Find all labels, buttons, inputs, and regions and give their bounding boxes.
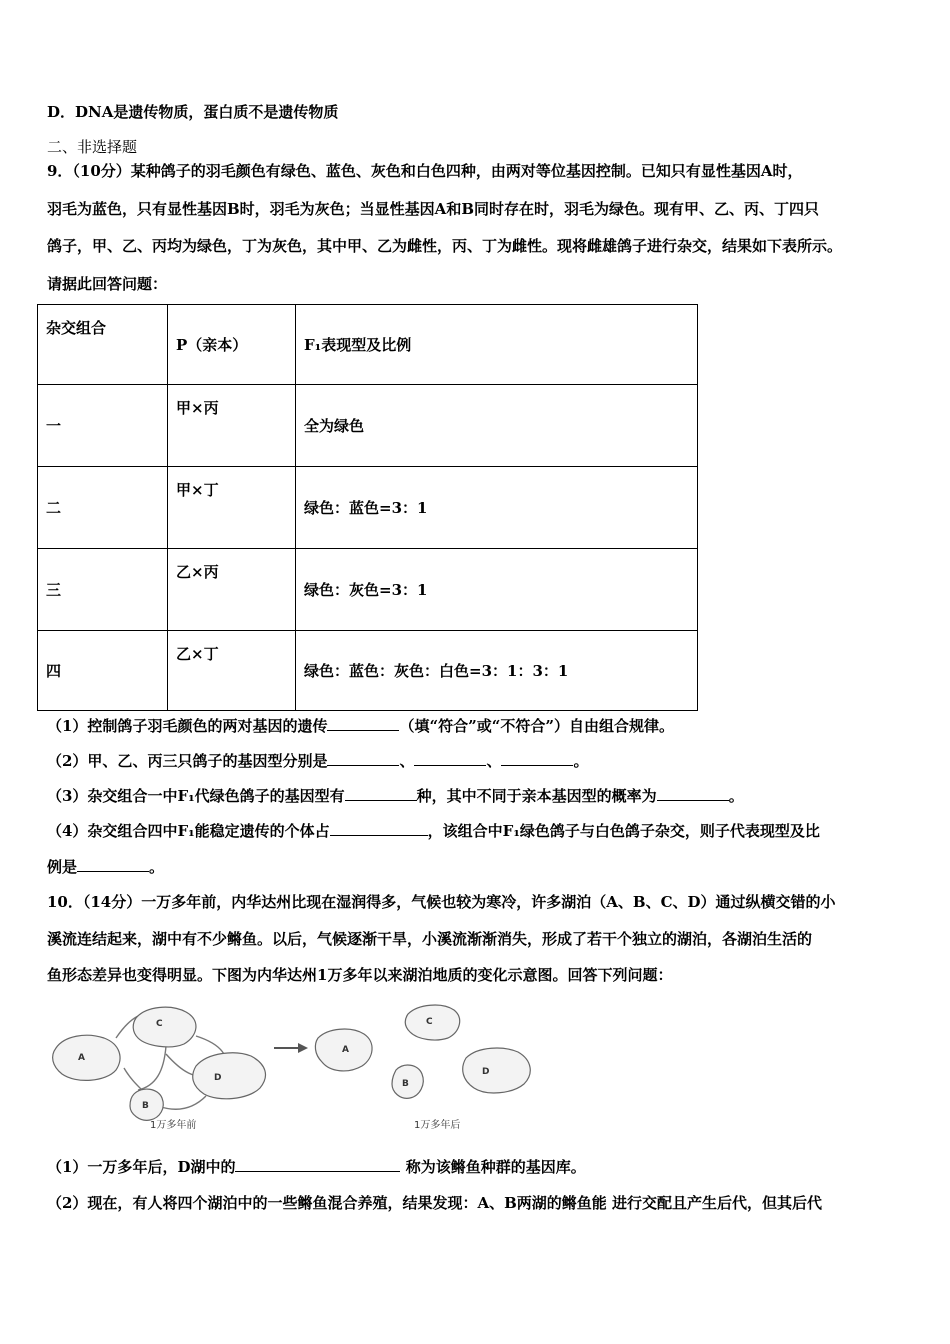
- answer-blank[interactable]: [501, 751, 573, 766]
- label-c: C: [156, 1019, 163, 1029]
- q10-sub1-text-end: 称为该鳉鱼种群的基因库。: [405, 1158, 586, 1176]
- period: 。: [149, 858, 165, 876]
- q9-line-2: 羽毛为蓝色，只有显性基因B时，羽毛为灰色；当显性基因A和B同时存在时，羽毛为绿色。现有甲、乙、丙、丁四只: [47, 200, 819, 218]
- q9-sub4-text-cont: 例是: [47, 858, 78, 876]
- cell-group: 一: [38, 385, 168, 467]
- answer-blank[interactable]: [327, 751, 399, 766]
- answer-blank[interactable]: [77, 857, 149, 872]
- table-header-row: [38, 305, 698, 385]
- label-a-after: A: [342, 1045, 349, 1055]
- lake-a: [53, 1035, 120, 1080]
- lake-c: [133, 1007, 196, 1047]
- cell-group: 四: [38, 631, 168, 711]
- cell-parents: 乙×丙: [168, 549, 296, 631]
- q9-sub3-text-mid: 种，其中不同于亲本基因型的概率为: [416, 787, 657, 805]
- section-title: 二、非选择题: [47, 138, 138, 156]
- label-b: B: [142, 1101, 149, 1111]
- label-c-after: C: [426, 1017, 433, 1027]
- q10-sub1-text: （1）一万多年后，D湖中的: [47, 1158, 236, 1176]
- caption-after: 1万多年后: [414, 1120, 461, 1131]
- q9-sub1-text-end: （填“符合”或“不符合”）自由组合规律。: [399, 717, 674, 735]
- cell-group: 三: [38, 549, 168, 631]
- cell-result: 绿色：蓝色：灰色：白色=3：1：3：1: [296, 631, 698, 711]
- q9-line-4: 请据此回答问题：: [47, 275, 168, 293]
- q9-sub4-text: （4）杂交组合四中F₁能稳定遗传的个体占: [47, 822, 330, 840]
- cell-result: 绿色：灰色=3：1: [296, 549, 698, 631]
- cell-parents: 乙×丁: [168, 631, 296, 711]
- q10-sub-1: [47, 1157, 586, 1177]
- q8-option-d: D．DNA是遗传物质，蛋白质不是遗传物质: [47, 103, 339, 121]
- q10-line-2: 溪流连结起来，湖中有不少鳉鱼。以后，气候逐渐干旱，小溪流渐渐消失，形成了若干个独立的湖泊，各湖泊生活的: [47, 930, 813, 948]
- label-a: A: [78, 1053, 85, 1063]
- header-parents: P（亲本）: [168, 305, 296, 385]
- cross-results-table: [37, 304, 698, 711]
- map-before: [53, 1007, 266, 1131]
- lake-d-after: [463, 1048, 531, 1093]
- q9-sub-3: [47, 786, 744, 806]
- stream: [158, 1096, 206, 1109]
- q9-line-1: 9．（10分）某种鸽子的羽毛颜色有绿色、蓝色、灰色和白色四种，由两对等位基因控制。已知只有显性基因A时，: [47, 162, 803, 180]
- table-row: [38, 549, 698, 631]
- lake-change-figure: [46, 996, 546, 1138]
- label-b-after: B: [402, 1079, 409, 1089]
- q9-sub-4: [47, 821, 820, 841]
- table-row: [38, 467, 698, 549]
- q9-sub-4-cont: [47, 857, 164, 877]
- q9-line-3: 鸽子，甲、乙、丙均为绿色，丁为灰色，其中甲、乙为雌性，丙、丁为雌性。现将雌雄鸽子进行杂交，结果如下表所示。: [47, 237, 843, 255]
- q10-sub-2: （2）现在，有人将四个湖泊中的一些鳉鱼混合养殖，结果发现：A、B两湖的鳉鱼能 进行交配且产生后代，但其后代: [47, 1194, 822, 1212]
- q9-sub2-text: （2）甲、乙、丙三只鸽子的基因型分别是: [47, 752, 328, 770]
- answer-blank[interactable]: [235, 1157, 400, 1172]
- cell-parents: 甲×丙: [168, 385, 296, 467]
- q10-line-1: 10．（14分）一万多年前，内华达州比现在湿润得多，气候也较为寒冷，许多湖泊（A、B、C、D）通过纵横交错的小: [47, 893, 836, 911]
- q9-sub3-text: （3）杂交组合一中F₁代绿色鸽子的基因型有: [47, 787, 345, 805]
- q9-sub-2: [47, 751, 589, 771]
- stream: [138, 1046, 166, 1090]
- answer-blank[interactable]: [345, 786, 417, 801]
- separator: 、: [399, 752, 415, 770]
- answer-blank[interactable]: [414, 751, 486, 766]
- answer-blank[interactable]: [327, 716, 399, 731]
- cell-parents: 甲×丁: [168, 467, 296, 549]
- caption-before: 1万多年前: [150, 1120, 197, 1131]
- cell-group: 二: [38, 467, 168, 549]
- cell-result: 绿色：蓝色=3：1: [296, 467, 698, 549]
- label-d: D: [214, 1073, 222, 1083]
- period: 。: [573, 752, 589, 770]
- cell-result: 全为绿色: [296, 385, 698, 467]
- label-d-after: D: [482, 1067, 490, 1077]
- q10-line-3: 鱼形态差异也变得明显。下图为内华达州1万多年以来湖泊地质的变化示意图。回答下列问题：: [47, 966, 673, 984]
- q9-sub-1: [47, 716, 674, 736]
- period: 。: [728, 787, 744, 805]
- arrow-icon: [274, 1043, 308, 1053]
- header-f1-phenotype: F₁表现型及比例: [296, 305, 698, 385]
- answer-blank[interactable]: [657, 786, 729, 801]
- answer-blank[interactable]: [330, 821, 428, 836]
- map-after: [315, 1005, 530, 1131]
- q9-sub4-text-mid: ，该组合中F₁绿色鸽子与白色鸽子杂交，则子代表现型及比: [427, 822, 820, 840]
- header-cross-group: 杂交组合: [38, 305, 168, 385]
- separator: 、: [486, 752, 502, 770]
- table-row: [38, 385, 698, 467]
- q9-sub1-text: （1）控制鸽子羽毛颜色的两对基因的遗传: [47, 717, 328, 735]
- table-row: [38, 631, 698, 711]
- lake-d: [193, 1053, 266, 1099]
